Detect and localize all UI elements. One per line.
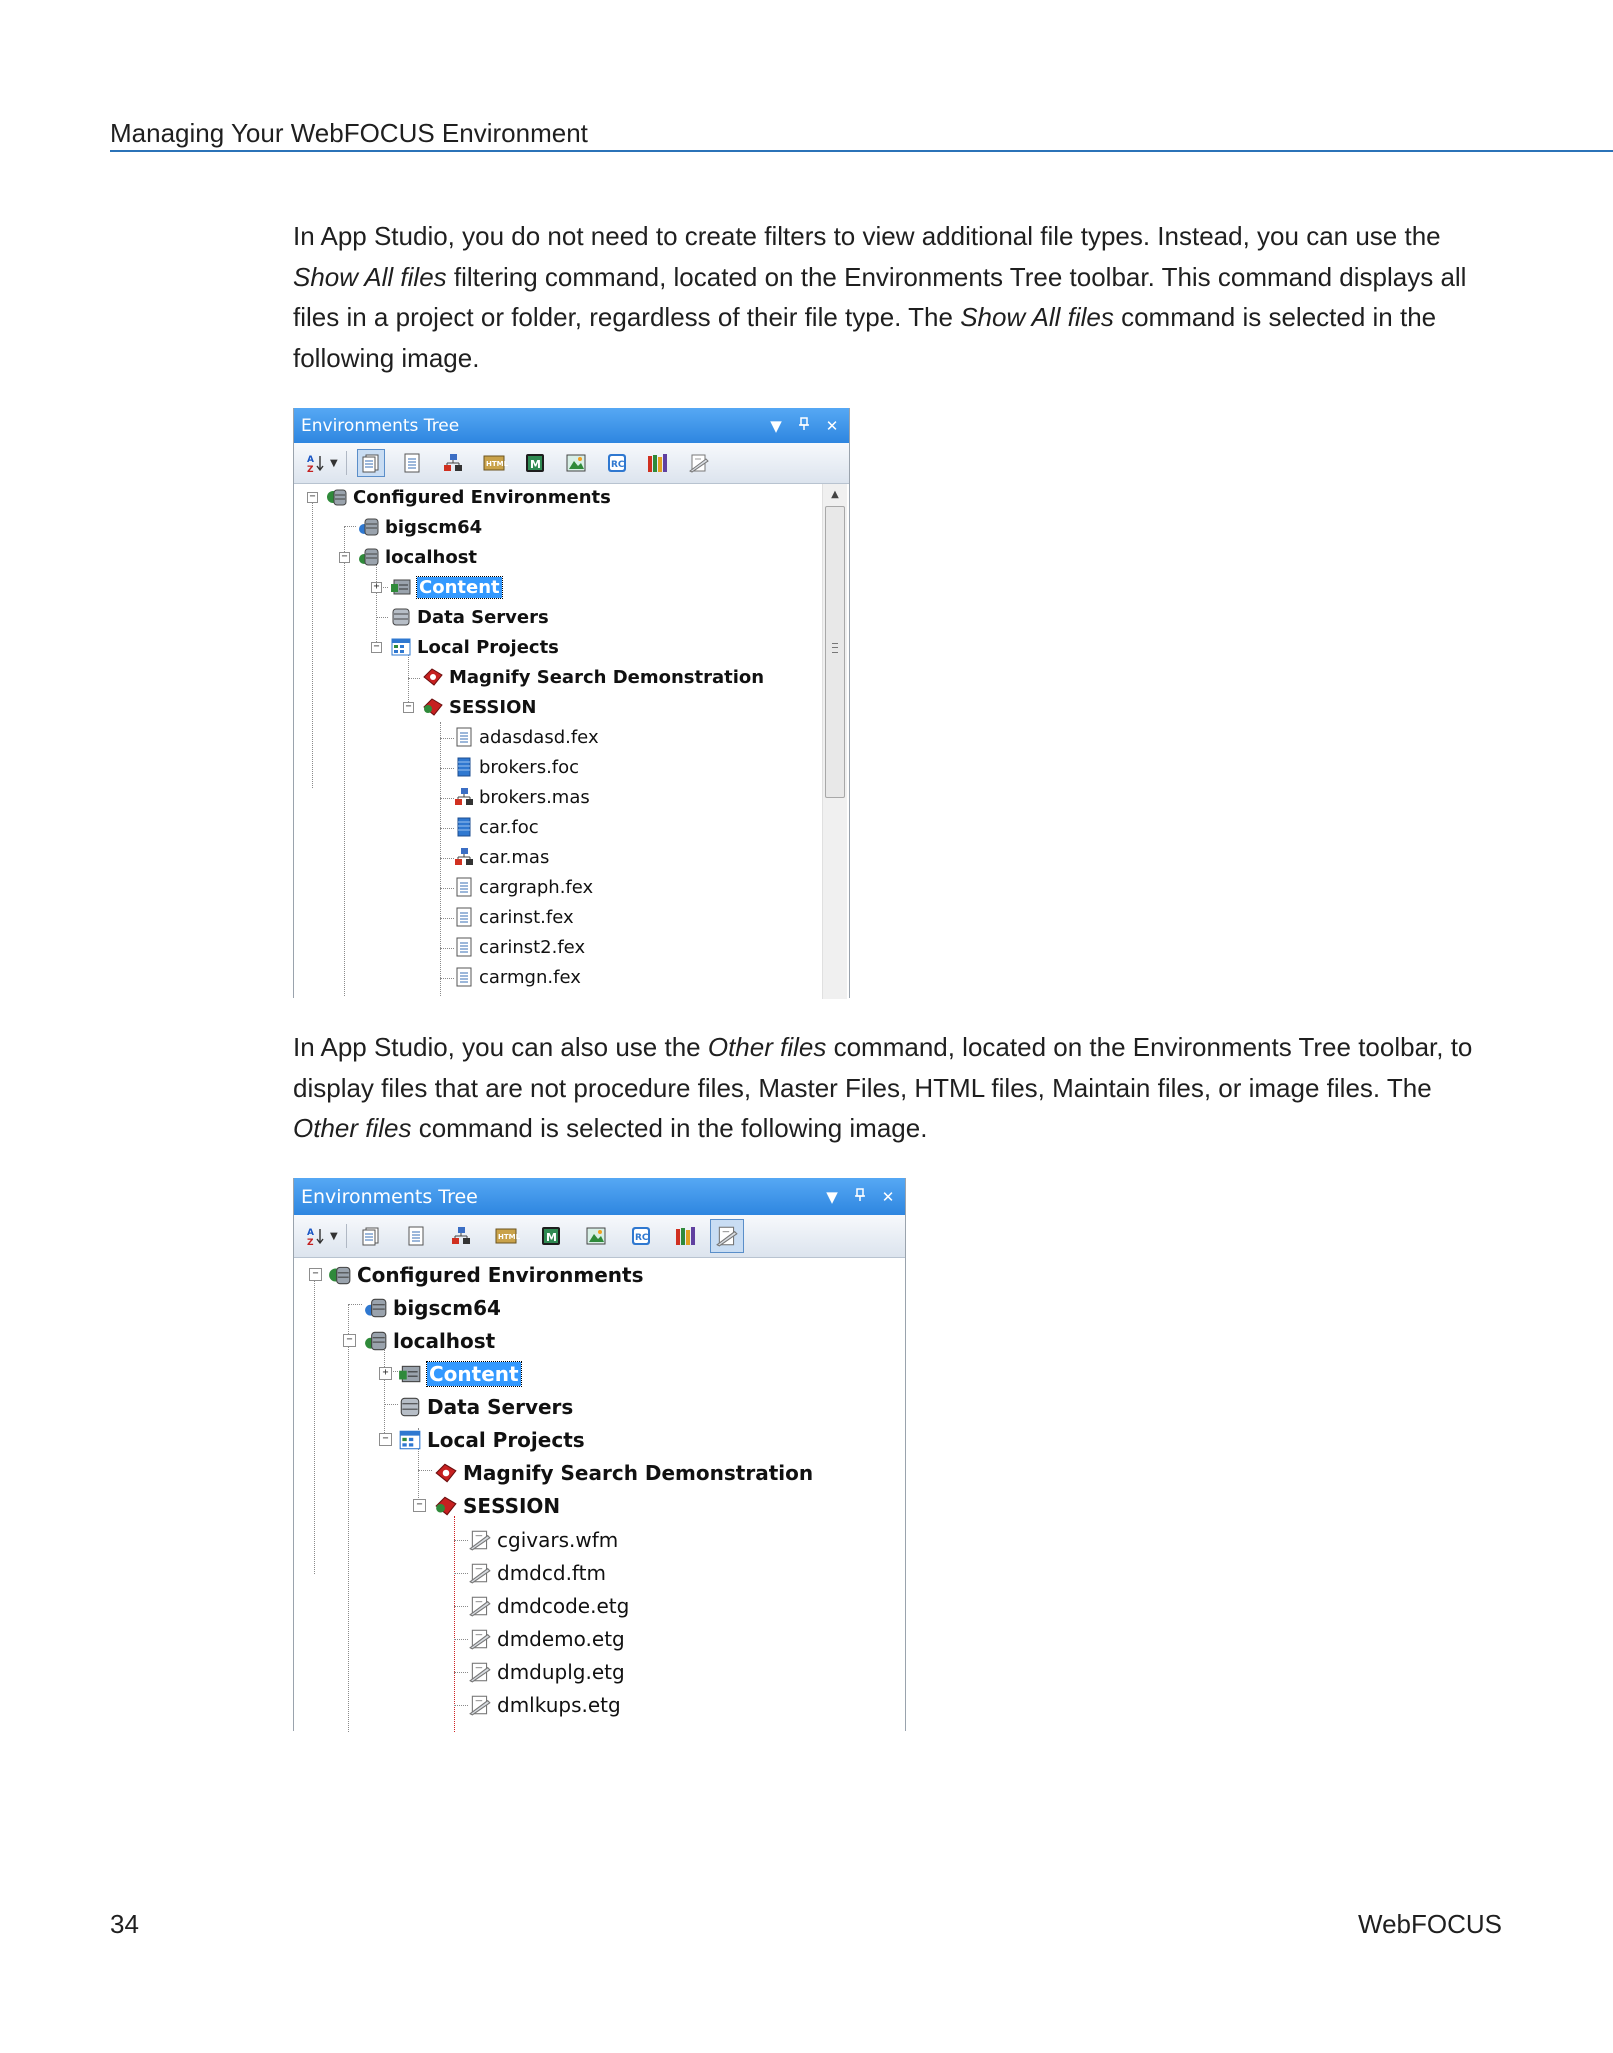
para2-text-1: In App Studio, you can also use the bbox=[293, 1032, 708, 1062]
image-icon bbox=[586, 1226, 606, 1246]
environments-toolbar bbox=[294, 443, 849, 484]
file-label: dmdcode.etg bbox=[497, 1594, 630, 1618]
pin-icon bbox=[855, 1188, 865, 1202]
tree-node-content[interactable] bbox=[390, 574, 502, 600]
pin-icon bbox=[799, 417, 809, 431]
para2-em-1: Other files bbox=[707, 1032, 827, 1062]
project-icon bbox=[422, 667, 444, 687]
master-files-button[interactable] bbox=[439, 449, 467, 477]
file-node[interactable] bbox=[454, 904, 574, 930]
fex-file-icon bbox=[454, 877, 474, 897]
environments-tree bbox=[294, 1258, 905, 1732]
para1-em-2: Show All files bbox=[960, 302, 1114, 332]
show-all-files-button[interactable] bbox=[357, 1222, 385, 1250]
para2-text-2: command, located on the Environments Tree toolbar, to display files that are not procedure files, Master Files, HTML files, Maintain files, or image files. The bbox=[293, 1032, 1473, 1103]
file-node[interactable] bbox=[454, 784, 590, 810]
tree-label-configured: Configured Environments bbox=[357, 1263, 644, 1287]
svg-text:M: M bbox=[545, 1231, 557, 1244]
environments-tree-panel-other-files bbox=[293, 1178, 906, 1731]
panel-pin-button[interactable] bbox=[793, 417, 815, 435]
file-node[interactable] bbox=[454, 934, 585, 960]
sort-az-icon bbox=[306, 1226, 326, 1246]
other-file-icon bbox=[468, 1627, 492, 1651]
svg-text:A: A bbox=[307, 1228, 314, 1238]
tree-scrollbar[interactable] bbox=[822, 484, 847, 999]
svg-text:A: A bbox=[307, 455, 314, 465]
file-node[interactable] bbox=[454, 964, 581, 990]
rc-icon bbox=[631, 1226, 651, 1246]
tree-label-session: SESSION bbox=[449, 696, 537, 718]
file-label: cargraph.fex bbox=[479, 876, 594, 898]
toolbar-separator bbox=[346, 1224, 347, 1248]
sort-button[interactable] bbox=[306, 453, 338, 473]
expander-content[interactable]: + bbox=[379, 1367, 392, 1380]
para1-text-3: command is selected in the following image. bbox=[293, 302, 1437, 373]
tree-node-configured-environments[interactable] bbox=[328, 1260, 643, 1290]
panel-close-button[interactable]: ✕ bbox=[825, 416, 839, 435]
panel-close-button[interactable]: ✕ bbox=[881, 1187, 895, 1206]
panel-titlebar bbox=[294, 408, 849, 443]
server-icon bbox=[364, 1330, 388, 1352]
mas-file-icon bbox=[454, 787, 474, 807]
other-file-icon bbox=[468, 1693, 492, 1717]
tree-node-data-servers[interactable] bbox=[390, 604, 549, 630]
tree-node-session[interactable] bbox=[422, 694, 536, 720]
content-icon bbox=[390, 577, 412, 597]
other-file-icon bbox=[468, 1528, 492, 1552]
file-node[interactable] bbox=[468, 1557, 606, 1589]
file-node[interactable] bbox=[468, 1524, 618, 1556]
file-label: cgivars.wfm bbox=[497, 1528, 619, 1552]
para2-text-3: command is selected in the following image. bbox=[411, 1113, 928, 1143]
sort-button[interactable] bbox=[306, 1226, 338, 1246]
file-label: carinst.fex bbox=[479, 906, 574, 928]
tree-node-content[interactable] bbox=[398, 1359, 521, 1389]
project-icon bbox=[434, 1495, 458, 1517]
show-all-files-icon bbox=[361, 1226, 381, 1246]
expander-localhost[interactable]: − bbox=[339, 552, 350, 563]
panel-pin-button[interactable] bbox=[849, 1188, 871, 1206]
other-files-button[interactable] bbox=[710, 1219, 744, 1253]
file-label: brokers.foc bbox=[479, 756, 580, 778]
image-icon bbox=[566, 453, 586, 473]
maintain-files-button[interactable] bbox=[537, 1222, 565, 1250]
paragraph-other-files bbox=[293, 1027, 1483, 1149]
tree-label-data-servers: Data Servers bbox=[417, 606, 549, 628]
tree-label-data-servers: Data Servers bbox=[427, 1395, 574, 1419]
expander-configured[interactable]: − bbox=[307, 492, 318, 503]
server-icon bbox=[358, 547, 380, 567]
expander-content[interactable]: + bbox=[371, 582, 382, 593]
environments-toolbar bbox=[294, 1215, 905, 1258]
environments-tree-panel-show-all bbox=[293, 408, 850, 998]
expander-local-projects[interactable]: − bbox=[371, 642, 382, 653]
fex-file-icon bbox=[454, 937, 474, 957]
file-label: car.foc bbox=[479, 816, 539, 838]
environments-icon bbox=[326, 487, 348, 507]
maintain-icon bbox=[541, 1226, 561, 1246]
maintain-icon bbox=[525, 453, 545, 473]
file-label: adasdasd.fex bbox=[479, 726, 599, 748]
svg-text:Z: Z bbox=[307, 1238, 314, 1248]
data-servers-icon bbox=[398, 1396, 422, 1418]
tree-label-session: SESSION bbox=[463, 1494, 561, 1518]
document-icon bbox=[402, 453, 422, 473]
tree-node-data-servers[interactable] bbox=[398, 1392, 573, 1422]
sort-dropdown-icon: ▼ bbox=[330, 1230, 338, 1242]
html-files-button[interactable] bbox=[480, 449, 508, 477]
report-caster-button[interactable] bbox=[627, 1222, 655, 1250]
running-header: Managing Your WebFOCUS Environment bbox=[110, 118, 588, 148]
svg-text:RC: RC bbox=[610, 460, 625, 470]
file-node[interactable] bbox=[454, 724, 599, 750]
file-label: dmdcd.ftm bbox=[497, 1561, 606, 1585]
expander-local-projects[interactable]: − bbox=[379, 1433, 392, 1446]
file-node[interactable] bbox=[454, 754, 579, 780]
file-node[interactable] bbox=[468, 1590, 629, 1622]
panel-titlebar bbox=[294, 1178, 905, 1215]
file-label: dmdemo.etg bbox=[497, 1627, 625, 1651]
books-icon bbox=[675, 1226, 697, 1246]
file-label: dmduplg.etg bbox=[497, 1660, 625, 1684]
file-label: carinst2.fex bbox=[479, 936, 586, 958]
tree-label-configured: Configured Environments bbox=[353, 486, 611, 508]
html-files-button[interactable] bbox=[492, 1222, 520, 1250]
tree-node-session[interactable] bbox=[434, 1491, 560, 1521]
tree-node-localhost[interactable] bbox=[358, 544, 477, 570]
tree-label-magnify: Magnify Search Demonstration bbox=[463, 1461, 814, 1485]
image-files-button[interactable] bbox=[582, 1222, 610, 1250]
report-caster-button[interactable] bbox=[603, 449, 631, 477]
para2-em-2: Other files bbox=[293, 1113, 412, 1143]
tree-label-bigscm64: bigscm64 bbox=[385, 516, 483, 538]
books-icon bbox=[647, 453, 669, 473]
html-icon bbox=[483, 453, 508, 473]
footer-product: WebFOCUS bbox=[1358, 1909, 1502, 1939]
panel-dropdown-button[interactable]: ▼ bbox=[770, 416, 782, 435]
svg-text:Z: Z bbox=[307, 465, 314, 475]
other-files-icon bbox=[688, 453, 710, 473]
other-file-icon bbox=[468, 1561, 492, 1585]
html-icon bbox=[495, 1226, 520, 1246]
tree-node-bigscm64[interactable] bbox=[364, 1293, 501, 1323]
svg-text:HTML: HTML bbox=[485, 460, 508, 468]
panel-dropdown-button[interactable]: ▼ bbox=[826, 1187, 838, 1206]
tree-node-localhost[interactable] bbox=[364, 1326, 495, 1356]
image-files-button[interactable] bbox=[562, 449, 590, 477]
foc-file-icon bbox=[454, 817, 474, 837]
content-icon bbox=[398, 1363, 422, 1385]
master-files-button[interactable] bbox=[447, 1222, 475, 1250]
other-files-button[interactable] bbox=[685, 449, 713, 477]
panel-title: Environments Tree bbox=[301, 1185, 478, 1208]
server-icon bbox=[358, 517, 380, 537]
procedure-files-button[interactable] bbox=[402, 1222, 430, 1250]
fex-file-icon bbox=[454, 907, 474, 927]
rc-icon bbox=[607, 453, 627, 473]
fex-file-icon bbox=[454, 967, 474, 987]
file-label: car.mas bbox=[479, 846, 550, 868]
master-file-icon bbox=[451, 1226, 471, 1246]
panel-title: Environments Tree bbox=[301, 415, 460, 436]
file-node[interactable] bbox=[454, 844, 549, 870]
scrollbar-thumb[interactable] bbox=[825, 506, 845, 798]
header-rule bbox=[110, 150, 1613, 152]
expander-session[interactable]: − bbox=[403, 702, 414, 713]
tree-label-localhost: localhost bbox=[393, 1329, 496, 1353]
file-node[interactable] bbox=[468, 1623, 625, 1655]
foc-file-icon bbox=[454, 757, 474, 777]
tree-label-content: Content bbox=[429, 1362, 519, 1386]
data-servers-icon bbox=[390, 607, 412, 627]
procedure-files-button[interactable] bbox=[398, 449, 426, 477]
toolbar-separator bbox=[346, 451, 347, 475]
tree-label-local-projects: Local Projects bbox=[417, 636, 559, 658]
tree-label-local-projects: Local Projects bbox=[427, 1428, 585, 1452]
page-number: 34 bbox=[110, 1909, 139, 1939]
tree-node-local-projects[interactable] bbox=[390, 634, 559, 660]
show-all-files-icon bbox=[361, 453, 381, 473]
tree-node-configured-environments[interactable] bbox=[326, 484, 611, 510]
svg-text:HTML: HTML bbox=[497, 1233, 520, 1241]
mas-file-icon bbox=[454, 847, 474, 867]
scroll-up-icon[interactable]: ▲ bbox=[831, 489, 839, 500]
svg-text:M: M bbox=[529, 458, 541, 471]
project-icon bbox=[422, 697, 444, 717]
maintain-files-button[interactable] bbox=[521, 449, 549, 477]
tree-node-magnify[interactable] bbox=[422, 664, 764, 690]
tree-node-magnify[interactable] bbox=[434, 1458, 813, 1488]
para1-em-1: Show All files bbox=[293, 261, 447, 292]
tree-node-local-projects[interactable] bbox=[398, 1425, 585, 1455]
tree-label-content: Content bbox=[419, 576, 500, 598]
para1-text-2: filtering command, located on the Environments Tree toolbar. This command displays all files in a project or folder, regardless of their file type. The bbox=[293, 261, 1467, 332]
other-file-icon bbox=[468, 1660, 492, 1684]
projects-icon bbox=[390, 637, 412, 657]
library-button[interactable] bbox=[672, 1222, 700, 1250]
expander-configured[interactable]: − bbox=[309, 1268, 322, 1281]
document-icon bbox=[406, 1226, 426, 1246]
file-node[interactable] bbox=[468, 1689, 621, 1721]
file-label: dmlkups.etg bbox=[497, 1693, 621, 1717]
environments-icon bbox=[328, 1264, 352, 1286]
svg-text:RC: RC bbox=[634, 1233, 649, 1243]
para1-text-1: In App Studio, you do not need to create filters to view additional file types. Instead, you can use the bbox=[293, 221, 1441, 251]
environments-tree bbox=[294, 484, 849, 999]
file-node[interactable] bbox=[468, 1656, 625, 1688]
server-icon bbox=[364, 1297, 388, 1319]
tree-label-bigscm64: bigscm64 bbox=[393, 1296, 501, 1320]
file-label: brokers.mas bbox=[479, 786, 590, 808]
tree-node-bigscm64[interactable] bbox=[358, 514, 482, 540]
file-node[interactable] bbox=[454, 874, 593, 900]
show-all-files-button[interactable] bbox=[357, 449, 385, 477]
tree-label-localhost: localhost bbox=[385, 546, 478, 568]
projects-icon bbox=[398, 1429, 422, 1451]
other-files-icon bbox=[715, 1225, 739, 1247]
paragraph-show-all-files bbox=[293, 216, 1483, 378]
other-file-icon bbox=[468, 1594, 492, 1618]
file-node[interactable] bbox=[454, 814, 539, 840]
expander-session[interactable]: − bbox=[413, 1499, 426, 1512]
expander-localhost[interactable]: − bbox=[343, 1334, 356, 1347]
tree-label-magnify: Magnify Search Demonstration bbox=[449, 666, 765, 688]
master-file-icon bbox=[443, 453, 463, 473]
library-button[interactable] bbox=[644, 449, 672, 477]
project-icon bbox=[434, 1462, 458, 1484]
sort-az-icon bbox=[306, 453, 326, 473]
fex-file-icon bbox=[454, 727, 474, 747]
file-label: carmgn.fex bbox=[479, 966, 581, 988]
sort-dropdown-icon: ▼ bbox=[330, 457, 338, 469]
